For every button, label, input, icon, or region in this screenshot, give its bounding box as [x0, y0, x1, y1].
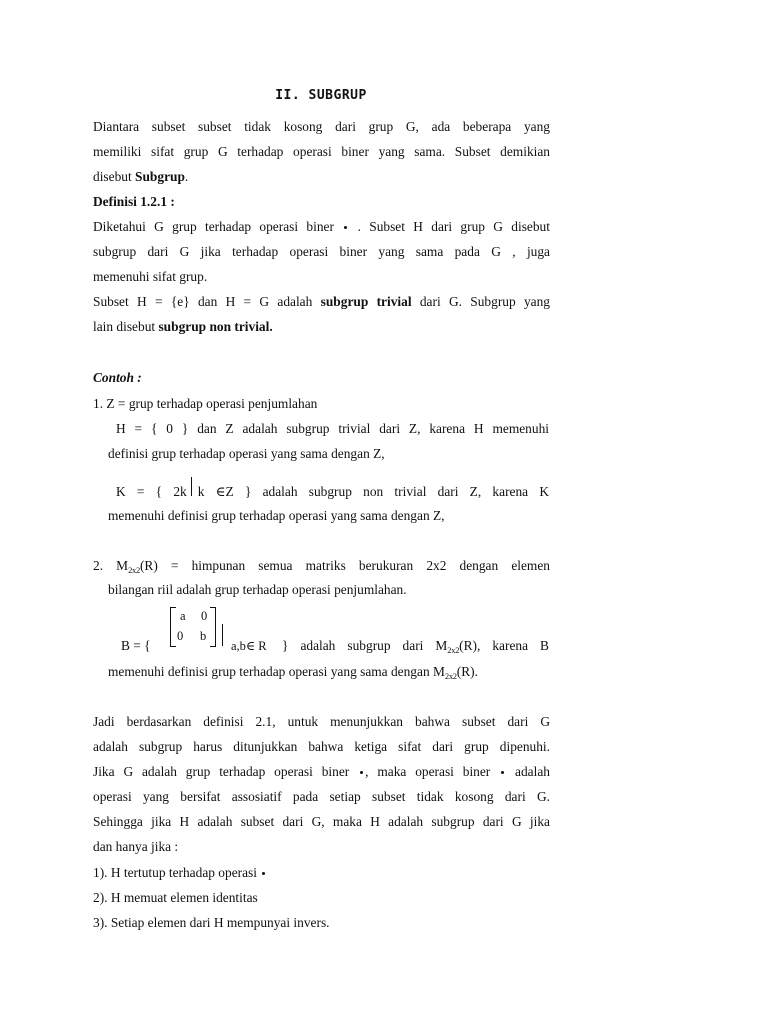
definition-line-4	[93, 294, 550, 310]
example-1-line-2: H = { 0 } dan Z adalah subgrup trivial dari Z, karena H memenuhi	[116, 421, 549, 436]
definition-text-b: . Subset H dari grup G disebut	[357, 219, 550, 234]
example-2-line-4	[108, 664, 478, 681]
condition-1	[93, 865, 267, 881]
example-heading-text: Contoh :	[93, 370, 142, 385]
non-trivial-text: lain disebut	[93, 319, 159, 334]
condition-1-text: 1). H tertutup terhadap operasi	[93, 865, 257, 880]
matrix-set-bar	[222, 624, 223, 646]
definition-line-3: memenuhi sifat grup.	[93, 269, 208, 284]
example-2-line-3	[282, 638, 549, 655]
definition-line-1	[93, 219, 550, 235]
set-b-reason: (R), karena B	[459, 638, 549, 653]
matrix-cell-0-top: 0	[201, 609, 208, 623]
example-2-line-2: bilangan riil adalah grup terhadap operasi penjumlahan.	[108, 582, 407, 597]
intro-text: disebut	[93, 169, 136, 184]
example-1-line-3: definisi grup terhadap operasi yang sama dengan Z,	[108, 446, 385, 461]
conclusion-line-6: dan hanya jika :	[93, 839, 179, 854]
conclusion-text-c: adalah	[515, 764, 550, 779]
example-2-closing: memenuhi definisi grup terhadap operasi yang sama dengan M	[108, 664, 445, 679]
set-k-open: K = { 2k	[116, 484, 187, 499]
set-b-subscript: 2x2	[447, 645, 460, 655]
binary-operation-symbol	[344, 226, 347, 229]
example-1-line-4	[116, 482, 549, 501]
binary-operation-symbol	[262, 872, 265, 875]
page-title: II. SUBGRUP	[275, 88, 367, 103]
condition-3: 3). Setiap elemen dari H mempunyai invers.	[93, 915, 330, 930]
conclusion-line-1: Jadi berdasarkan definisi 2.1, untuk menunjukkan bahwa subset dari G	[93, 714, 550, 729]
set-b-open: B = {	[121, 638, 151, 653]
matrix-brackets	[170, 607, 216, 647]
set-builder-bar	[191, 477, 192, 496]
matrix-cell-b: b	[200, 629, 207, 643]
binary-operation-symbol	[501, 771, 504, 774]
conclusion-line-5: Sehingga jika H adalah subset dari G, maka H adalah subgrup dari G jika	[93, 814, 550, 829]
subgrup-non-trivial-term: subgrup non trivial.	[158, 319, 273, 334]
example-heading	[93, 370, 142, 386]
matrix-cell-0-bottom: 0	[177, 629, 184, 643]
matrix-set-definition: (R) = himpunan semua matriks berukuran 2x2 dengan elemen	[139, 558, 550, 573]
definition-heading-text: Definisi 1.2.1 :	[93, 194, 175, 209]
set-k-rest: k ∈Z } adalah subgrup non trivial dari Z, karena K	[197, 484, 549, 499]
intro-line-2: memiliki sifat grup G terhadap operasi biner yang sama. Subset demikian	[93, 144, 550, 159]
conclusion-line-3	[93, 764, 550, 780]
set-b-text: } adalah subgrup dari M	[282, 638, 448, 653]
conclusion-line-2: adalah subgrup harus ditunjukkan bahwa ketiga sifat dari grup dipenuhi.	[93, 739, 550, 754]
conclusion-text-b: , maka operasi biner	[365, 764, 491, 779]
set-b-condition: a,b∈ R	[231, 639, 267, 653]
subgrup-trivial-term: subgrup trivial	[320, 294, 412, 309]
binary-operation-symbol	[360, 771, 363, 774]
matrix-size-subscript: 2x2	[128, 565, 140, 575]
definition-line-2: subgrup dari G jika terhadap operasi biner yang sama pada G , juga	[93, 244, 550, 259]
intro-period: .	[184, 169, 189, 184]
conclusion-line-4: operasi yang bersifat assosiatif pada setiap subset tidak kosong dari G.	[93, 789, 550, 804]
example-2-closing-end: (R).	[456, 664, 478, 679]
trivial-text-a: Subset H = {e} dan H = G adalah	[93, 294, 321, 309]
example-2-line-1	[93, 558, 550, 575]
matrix-cell-a: a	[180, 609, 186, 623]
definition-line-5	[93, 319, 273, 335]
example-1-line-5: memenuhi definisi grup terhadap operasi yang sama dengan Z,	[108, 508, 445, 523]
example-1-line-1: 1. Z = grup terhadap operasi penjumlahan	[93, 396, 318, 411]
matrix-set-name: 2. M	[93, 558, 129, 573]
trivial-text-b: dari G. Subgrup yang	[411, 294, 551, 309]
definition-text-a: Diketahui G grup terhadap operasi biner	[93, 219, 334, 234]
condition-2: 2). H memuat elemen identitas	[93, 890, 258, 905]
subgrup-term: Subgrup	[135, 169, 185, 184]
conclusion-text-a: Jika G adalah grup terhadap operasi biner	[93, 764, 350, 779]
intro-line-1: Diantara subset subset tidak kosong dari grup G, ada beberapa yang	[93, 119, 550, 134]
definition-heading	[93, 194, 175, 210]
example-2-closing-subscript: 2x2	[444, 671, 457, 681]
intro-line-3	[93, 169, 188, 185]
